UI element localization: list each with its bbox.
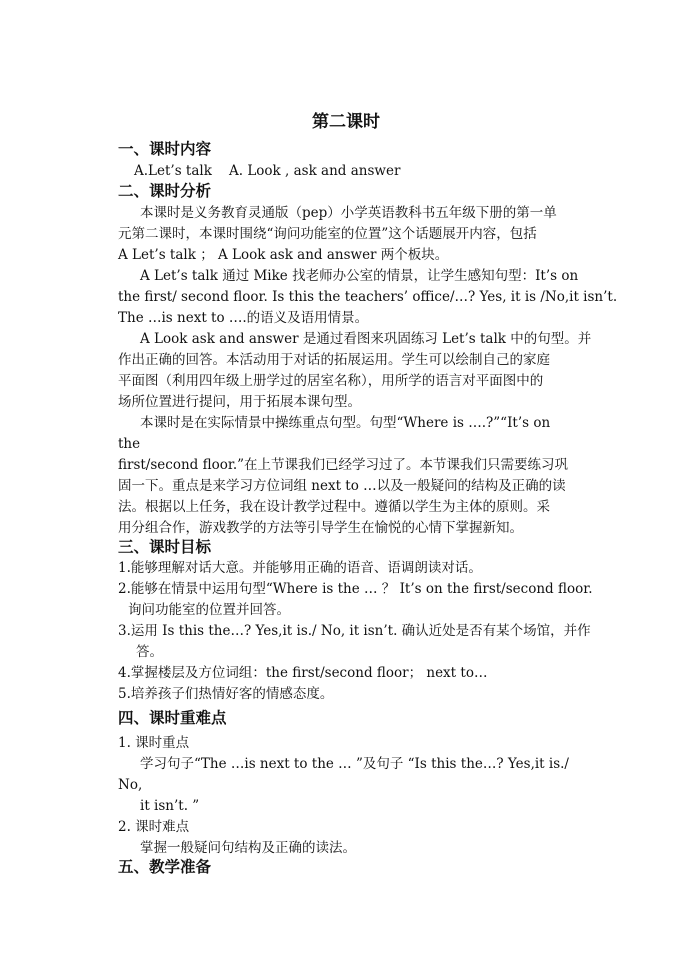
section-heading-objectives: 三、课时目标 [118, 538, 212, 556]
analysis-line: the first/ second floor. Is this the teachers’ office/…? Yes, it is /No,it isn’t. [118, 289, 618, 305]
analysis-line: 法。根据以上任务，我在设计教学过程中。遵循以学生为主体的原则。采 [118, 499, 550, 515]
objective-item: 5.培养孩子们热情好客的情感态度。 [118, 686, 334, 702]
section-heading-content: 一、课时内容 [118, 140, 212, 158]
objective-item: 2.能够在情景中运用句型“Where is the … ？ It’s on the first/second floor. [118, 581, 593, 597]
content-item-look: A. Look , ask and answer [229, 163, 401, 179]
key-point-item: 学习句子“The …is next to the … ”及句子 “Is this the…? Yes,it is./ [140, 756, 569, 772]
content-item-talk: A.Let’s talk [134, 163, 212, 179]
analysis-line: 本课时是义务教育灵通版（pep）小学英语教科书五年级下册的第一单 [140, 205, 557, 221]
key-point-item: No, [118, 777, 143, 793]
analysis-line: 元第二课时，本课时围绕“询问功能室的位置”这个话题展开内容，包括 [118, 226, 537, 242]
objective-item: 询问功能室的位置并回答。 [128, 602, 290, 618]
key-point-item: it isn’t. ” [140, 798, 200, 814]
analysis-line: 作出正确的回答。本活动用于对话的拓展运用。学生可以绘制自己的家庭 [118, 352, 550, 368]
objective-item: 3.运用 Is this the…? Yes,it is./ No, it isn’t. 确认近处是否有某个场馆，并作 [118, 623, 591, 639]
objective-item: 答。 [136, 644, 163, 660]
analysis-line: 固一下。重点是来学习方位词组 next to …以及一般疑问的结构及正确的读 [118, 478, 566, 494]
section-heading-preparation: 五、教学准备 [118, 858, 212, 876]
analysis-line: 场所位置进行提问，用于拓展本课句型。 [118, 394, 361, 410]
page-title: 第二课时 [312, 112, 380, 132]
analysis-line: The …is next to ….的语义及语用情景。 [118, 310, 369, 326]
analysis-line: A Let’s talk ； A Look ask and answer 两个板块。 [118, 247, 449, 263]
section-heading-key-points: 四、课时重难点 [118, 709, 227, 727]
analysis-line: A Let’s talk 通过 Mike 找老师办公室的情景，让学生感知句型：It’s on [140, 268, 579, 284]
analysis-line: the [118, 436, 141, 452]
analysis-line: 本课时是在实际情景中操练重点句型。句型“Where is ….?”“It’s on [140, 415, 551, 431]
key-point-item: 2. 课时难点 [118, 819, 190, 835]
objective-item: 1.能够理解对话大意。并能够用正确的语音、语调朗读对话。 [118, 560, 482, 576]
analysis-line: 平面图（利用四年级上册学过的居室名称），用所学的语言对平面图中的 [118, 373, 544, 389]
key-point-item: 1. 课时重点 [118, 735, 190, 751]
section-heading-analysis: 二、课时分析 [118, 182, 212, 200]
analysis-line: first/second floor.”在上节课我们已经学习过了。本节课我们只需要练习巩 [118, 457, 569, 473]
analysis-line: A Look ask and answer 是通过看图来巩固练习 Let’s talk 中的句型。并 [140, 331, 592, 347]
objective-item: 4.掌握楼层及方位词组：the first/second floor； next to… [118, 665, 488, 681]
analysis-line: 用分组合作，游戏教学的方法等引导学生在愉悦的心情下掌握新知。 [118, 520, 523, 536]
key-point-item: 掌握一般疑问句结构及正确的读法。 [140, 840, 356, 856]
